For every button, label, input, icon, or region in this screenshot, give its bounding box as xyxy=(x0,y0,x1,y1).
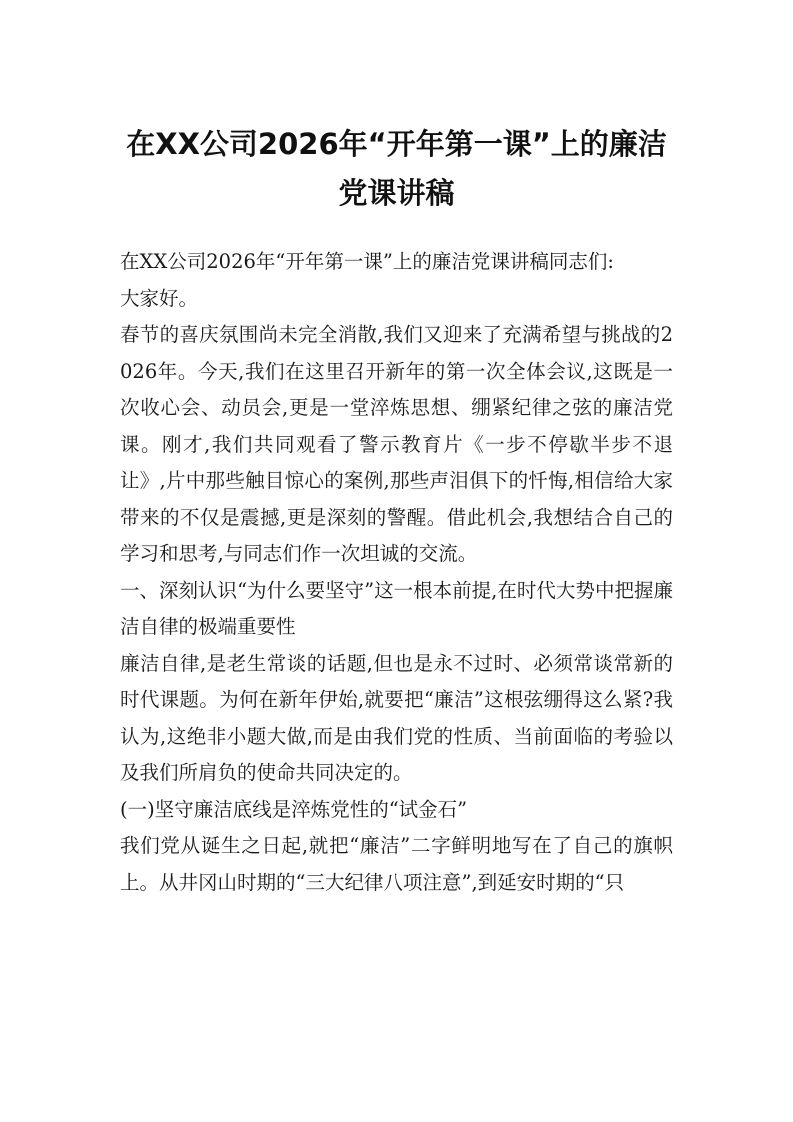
paragraph-opening: 春节的喜庆氛围尚未完全消散,我们又迎来了充满希望与挑战的2026年。今天,我们在这里召开新年的第一次全体会议,这既是一次收心会、动员会,更是一堂淬炼思想、绷紧纪律之弦的廉洁党课。刚才,我们共同观看了警示教育片《一步不停歇半步不退让》,片中那些触目惊心的案例,那些声泪俱下的忏悔,相信给大家带来的不仅是震撼,更是深刻的警醒。借此机会,我想结合自己的学习和思考,与同志们作一次坦诚的交流。 xyxy=(120,323,673,565)
paragraph-subsection-1-1: 我们党从诞生之日起,就把“廉洁”二字鲜明地写在了自己的旗帜上。从井冈山时期的“三大纪律八项注意”,到延安时期的“只 xyxy=(120,834,673,894)
paragraph-greeting-heading: 在XX公司2026年“开年第一课”上的廉洁党课讲稿同志们: xyxy=(120,250,614,273)
paragraph-section-1-intro: 廉洁自律,是老生常谈的话题,但也是永不过时、必须常谈常新的时代课题。为何在新年伊始,就要把“廉洁”这根弦绷得这么紧?我认为,这绝非小题大做,而是由我们党的性质、当前面临的考验以及我们所肩负的使命共同决定的。 xyxy=(120,651,673,784)
document-body xyxy=(120,244,673,901)
subsection-heading-1-1: (一)坚守廉洁底线是淬炼党性的“试金石” xyxy=(120,797,468,821)
paragraph-greeting: 大家好。 xyxy=(120,286,199,310)
document-title-line-2: 党课讲稿 xyxy=(338,176,455,210)
document-title-line-1: 在XX公司2026年“开年第一课”上的廉洁 xyxy=(126,127,667,161)
section-heading-1: 一、深刻认识“为什么要坚守”这一根本前提,在时代大势中把握廉洁自律的极端重要性 xyxy=(120,578,673,638)
